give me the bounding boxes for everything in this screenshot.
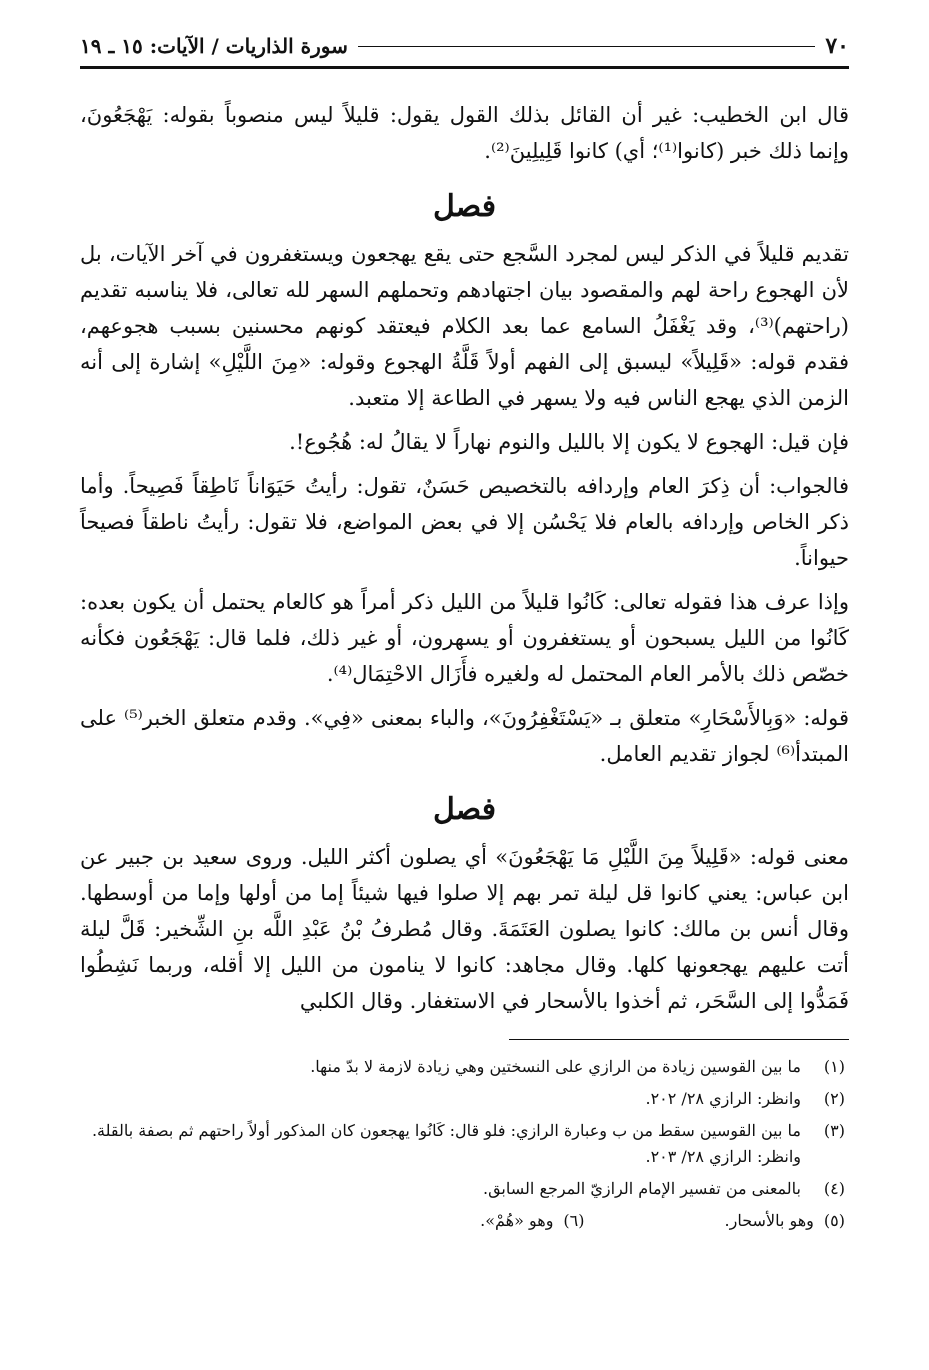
paragraph-3: فإن قيل: الهجوع لا يكون إلا بالليل والنوم نهاراً لا يقالُ له: هُجُوع!. <box>289 430 849 454</box>
footnote-number: (٢) <box>823 1089 845 1108</box>
footnote-5 <box>725 1208 845 1234</box>
header-rule <box>358 45 816 47</box>
footnote-6 <box>480 1208 584 1234</box>
running-title: سورة الذاريات / الآيات: ١٥ ـ ١٩ <box>80 34 348 58</box>
section-heading-1: فصل <box>432 189 497 224</box>
footnote-text: وانظر: الرازي ٢٨/ ٢٠٢. <box>645 1089 801 1108</box>
footnote-text: وهو بالأسحار. <box>724 1211 814 1230</box>
footnote-text: بالمعنى من تفسير الإمام الرازيّ المرجع السابق. <box>483 1179 801 1198</box>
footnotes <box>80 1054 849 1234</box>
footnote-2 <box>80 1086 845 1112</box>
paragraph-2: تقديم قليلاً في الذكر ليس لمجرد السَّجع حتى يقع يهجعون ويستغفرون في آخر الآيات، بل لأن الهجوع راحة لهم والمقصود بيان اجتهادهم وتحملهم السهر لله تعالى، فلا يناسبه تقديم (راحتهم)⁽³⁾، وقد يَغْفَلُ السامع عما بعد الكلام فيعتقد كونهم محسنين بسبب هجوعهم، فقدم قوله: «قَلِيلاً» ليسبق إلى الفهم أولاً قَلَّةُ الهجوع وقوله: «مِنَ اللَّيْلِ» إشارة إلى أنه الزمن الذي يهجع الناس فيه ولا يسهر في الطاعة إلا متعبد. <box>80 242 849 410</box>
footnote-number: (٣) <box>823 1121 845 1140</box>
footnote-number: (٥) <box>823 1211 845 1230</box>
paragraph-6: قوله: «وَبِالأَسْحَارِ» متعلق بـ «يَسْتَغْفِرُونَ»، والباء بمعنى «فِي». وقدم متعلق الخبر⁽⁵⁾ على المبتدأ⁽⁶⁾ لجواز تقديم العامل. <box>80 706 849 766</box>
page-header <box>80 30 849 62</box>
paragraph-5: وإذا عرف هذا فقوله تعالى: كَانُوا قليلاً من الليل ذكر أمراً هو كالعام يحتمل أن يكون بعده: كَانُوا من الليل يسبحون أو يستغفرون أو يسهرون، أو غير ذلك، فلما قال: يَهْجَعُون فكأنه خصّص ذلك بالأمر العام المحتمل له ولغيره فأَزَال الاحْتِمَال⁽⁴⁾. <box>80 590 849 686</box>
footnote-4 <box>80 1176 845 1202</box>
footnote-text: وهو «هُمْ». <box>480 1211 554 1230</box>
footnote-number: (١) <box>823 1057 845 1076</box>
footnote-1 <box>80 1054 845 1080</box>
paragraph-4: فالجواب: أن ذِكرَ العام وإردافه بالتخصيص حَسَنٌ، تقول: رأيتُ حَيَوَاناً نَاطِقاً فَصِيحاً. وأما ذكر الخاص وإردافه بالعام فلا يَحْسُن إلا في بعض المواضع، فلا تقول: رأيتُ ناطقاً فصيحاً حيواناً. <box>80 474 849 570</box>
page-number: ٧٠ <box>825 33 849 59</box>
paragraph-7: معنى قوله: «قَلِيلاً مِنَ اللَّيْلِ مَا يَهْجَعُونَ» أي يصلون أكثر الليل. وروى سعيد بن جبير عن ابن عباس: يعني كانوا قل ليلة تمر بهم إلا صلوا فيها شيئاً إما من أولها وإما من أوسطها. وقال أنس بن مالك: كانوا يصلون العَتَمَةَ. وقال مُطرفُ بْنُ عَبْدِ اللَّه بنِ الشِّخير: قَلَّ ليلة أتت عليهم يهجعونها كلها. وقال مجاهد: كانوا لا ينامون من الليل إلا أقله، وربما نَشِطُوا فَمَدُّوا إلى السَّحَر، ثم أخذوا بالأسحار في الاستغفار. وقال الكلبي <box>80 845 849 1013</box>
footnote-divider <box>509 1039 849 1040</box>
footnote-number: (٤) <box>823 1179 845 1198</box>
footnote-3 <box>80 1118 845 1170</box>
paragraph-1: قال ابن الخطيب: غير أن القائل بذلك القول يقول: قليلاً ليس منصوباً بقوله: يَهْجَعُونَ، وإنما ذلك خبر (كانوا⁽¹⁾؛ أي) كانوا قَلِيلِينَ⁽²⁾. <box>80 103 849 163</box>
footnote-text: ما بين القوسين زيادة من الرازي على النسختين وهي زيادة لازمة لا بدّ منها. <box>310 1057 801 1076</box>
header-divider <box>80 66 849 69</box>
section-heading-2: فصل <box>432 792 497 827</box>
footnote-text: ما بين القوسين سقط من ب وعبارة الرازي: فلو قال: كَانُوا يهجعون كان المذكور أولاً راحتهم ثم بصفة بالقلة. وانظر: الرازي ٢٨/ ٢٠٣. <box>91 1121 801 1166</box>
footnote-number: (٦) <box>563 1211 585 1230</box>
footnote-row <box>80 1208 845 1234</box>
